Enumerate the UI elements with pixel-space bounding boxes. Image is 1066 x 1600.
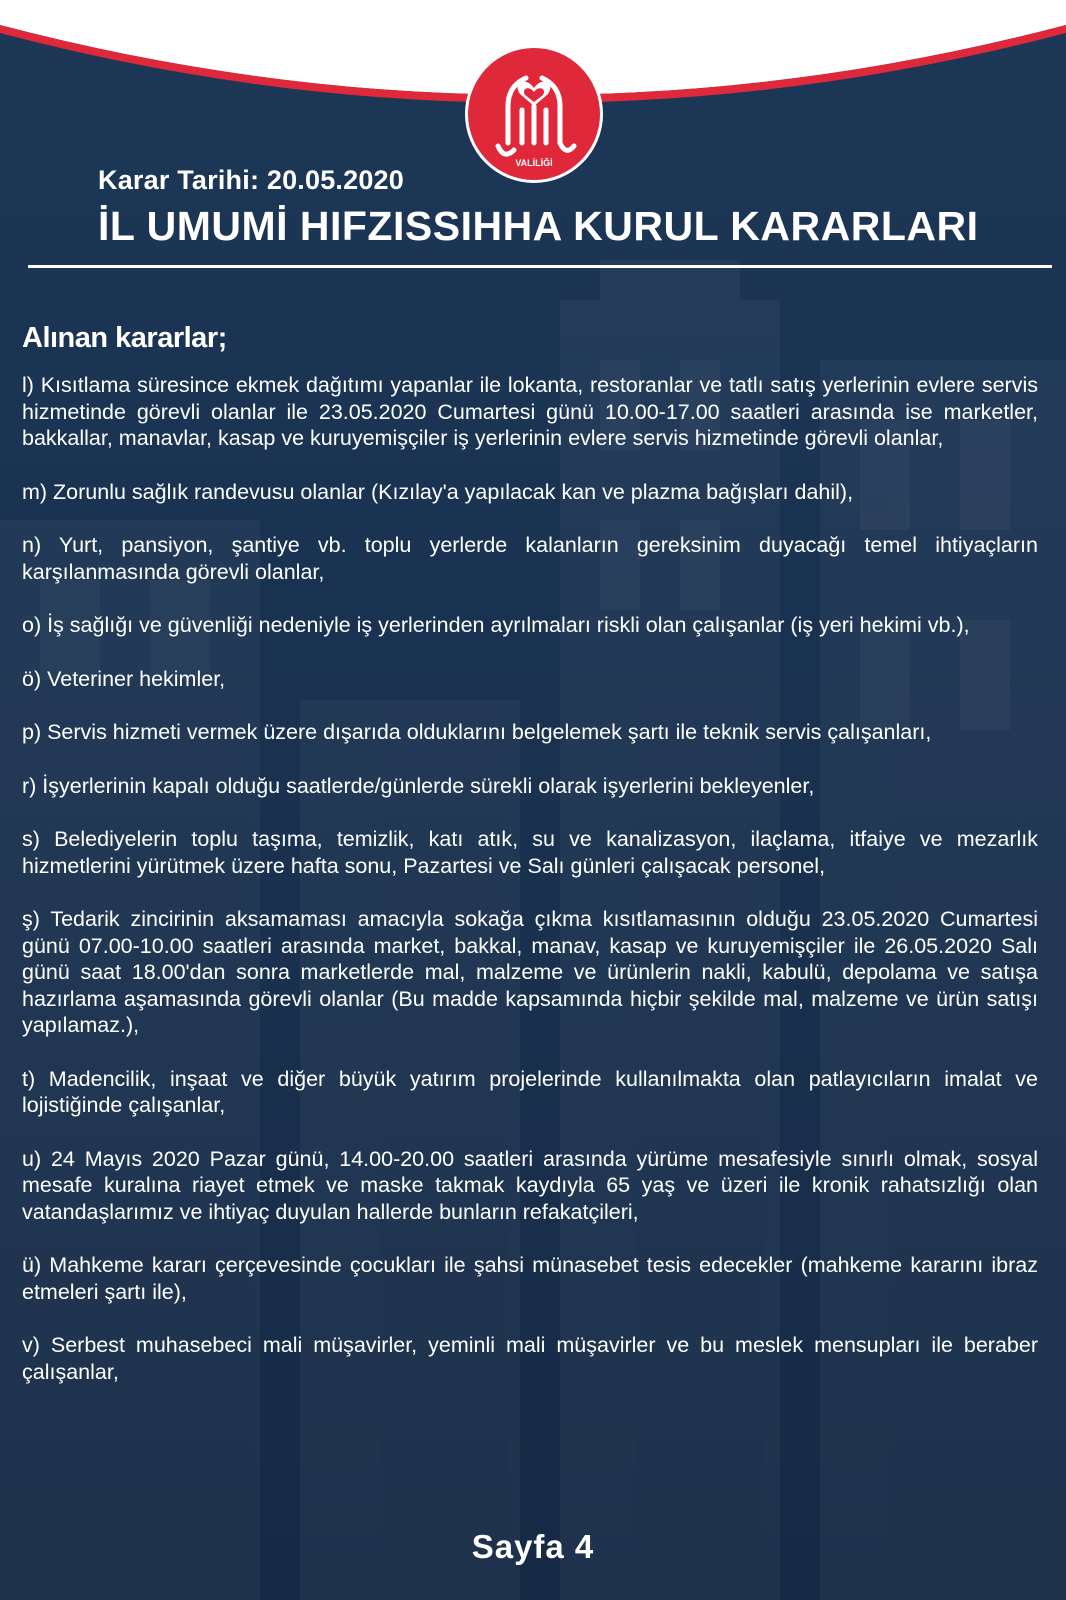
decision-item-o: o) İş sağlığı ve güvenliği nedeniyle iş yerlerinden ayrılmaları riskli olan çalışanlar (iş yeri hekimi vb.), [22,613,970,637]
decision-item-l: l) Kısıtlama süresince ekmek dağıtımı yapanlar ile lokanta, restoranlar ve tatlı satış yerlerinin evlere servis hizmetinde görevli olanlar ile 23.05.2020 Cumartesi günü 10.00-17.00 saatleri arasında ise marketler, bakkallar, manavlar, kasap ve kuruyemişçiler iş yerlerinin evlere servis hizmetinde görevli olanlar, [22,373,1038,450]
page-number: Sayfa 4 [471,1528,595,1565]
decision-item-m: m) Zorunlu sağlık randevusu olanlar (Kızılay'a yapılacak kan ve plazma bağışları dahil), [22,479,854,504]
decision-item-t: t) Madencilik, inşaat ve diğer büyük yatırım projelerinde kullanılmakta olan patlayıcıların imalat ve lojistiğinde çalışanlar, [22,1066,1038,1117]
decision-item-oe: ö) Veteriner hekimler, [22,666,226,691]
governorship-logo-icon [468,48,600,180]
decision-item-v: v) Serbest muhasebeci mali müşavirler, yeminli mali müşavirler ve bu meslek mensupları ile beraber çalışanlar, [22,1333,1038,1384]
governorship-logo [468,48,600,180]
title-divider [28,265,1052,268]
decision-item-n: n) Yurt, pansiyon, şantiye vb. toplu yerlerde kalanların gereksinim duyacağı temel ihtiyaçların karşılanmasında görevli olanlar, [22,533,1038,584]
decision-item-r: r) İşyerlerinin kapalı olduğu saatlerde/günlerde sürekli olarak işyerlerini bekleyenler, [22,773,815,798]
decision-list [22,372,1038,1412]
decision-item-p: p) Servis hizmeti vermek üzere dışarıda olduklarını belgelemek şartı ile teknik servis çalışanları, [22,720,932,744]
decision-item-sh: ş) Tedarik zincirinin aksamaması amacıyla sokağa çıkma kısıtlamasının olduğu 23.05.2020 Cumartesi günü 07.00-10.00 saatleri arasında market, bakkal, manav, kasap ve kuruyemişçiler ile 26.05.2020 Salı günü saat 18.00'dan sonra marketlerde mal, malzeme ve ürünlerin nakli, kabulü, depolama ve satışa hazırlama aşamasında görevli olanlar (Bu madde kapsamında hiçbir şekilde mal, malzeme ve ürün satışı yapılamaz.), [22,907,1038,1037]
section-heading: Alınan kararlar; [22,322,227,354]
decision-item-ue: ü) Mahkeme kararı çerçevesinde çocukları ile şahsi münasebet tesis edecekler (mahkeme kararını ibraz etmeleri şartı ile), [22,1253,1038,1304]
page-title: İL UMUMİ HIFZISSIHHA KURUL KARARLARI [98,203,979,249]
svg-text:VALİLİĞİ: VALİLİĞİ [515,158,553,168]
decision-item-u: u) 24 Mayıs 2020 Pazar günü, 14.00-20.00 saatleri arasında yürüme mesafesiyle sınırlı olmak, sosyal mesafe kuralına riayet etmek ve maske takmak kaydıyla 65 yaş ve üzeri ile kronik rahatsızlığı olan vatandaşlarımız ve ihtiyaç duyulan hallerde bunların refakatçileri, [22,1146,1038,1224]
decision-item-s: s) Belediyelerin toplu taşıma, temizlik, katı atık, su ve kanalizasyon, ilaçlama, itfaiye ve mezarlık hizmetlerini yürütmek üzere hafta sonu, Pazartesi ve Salı günleri çalışacak personel, [22,827,1038,878]
decision-date: Karar Tarihi: 20.05.2020 [98,165,404,195]
